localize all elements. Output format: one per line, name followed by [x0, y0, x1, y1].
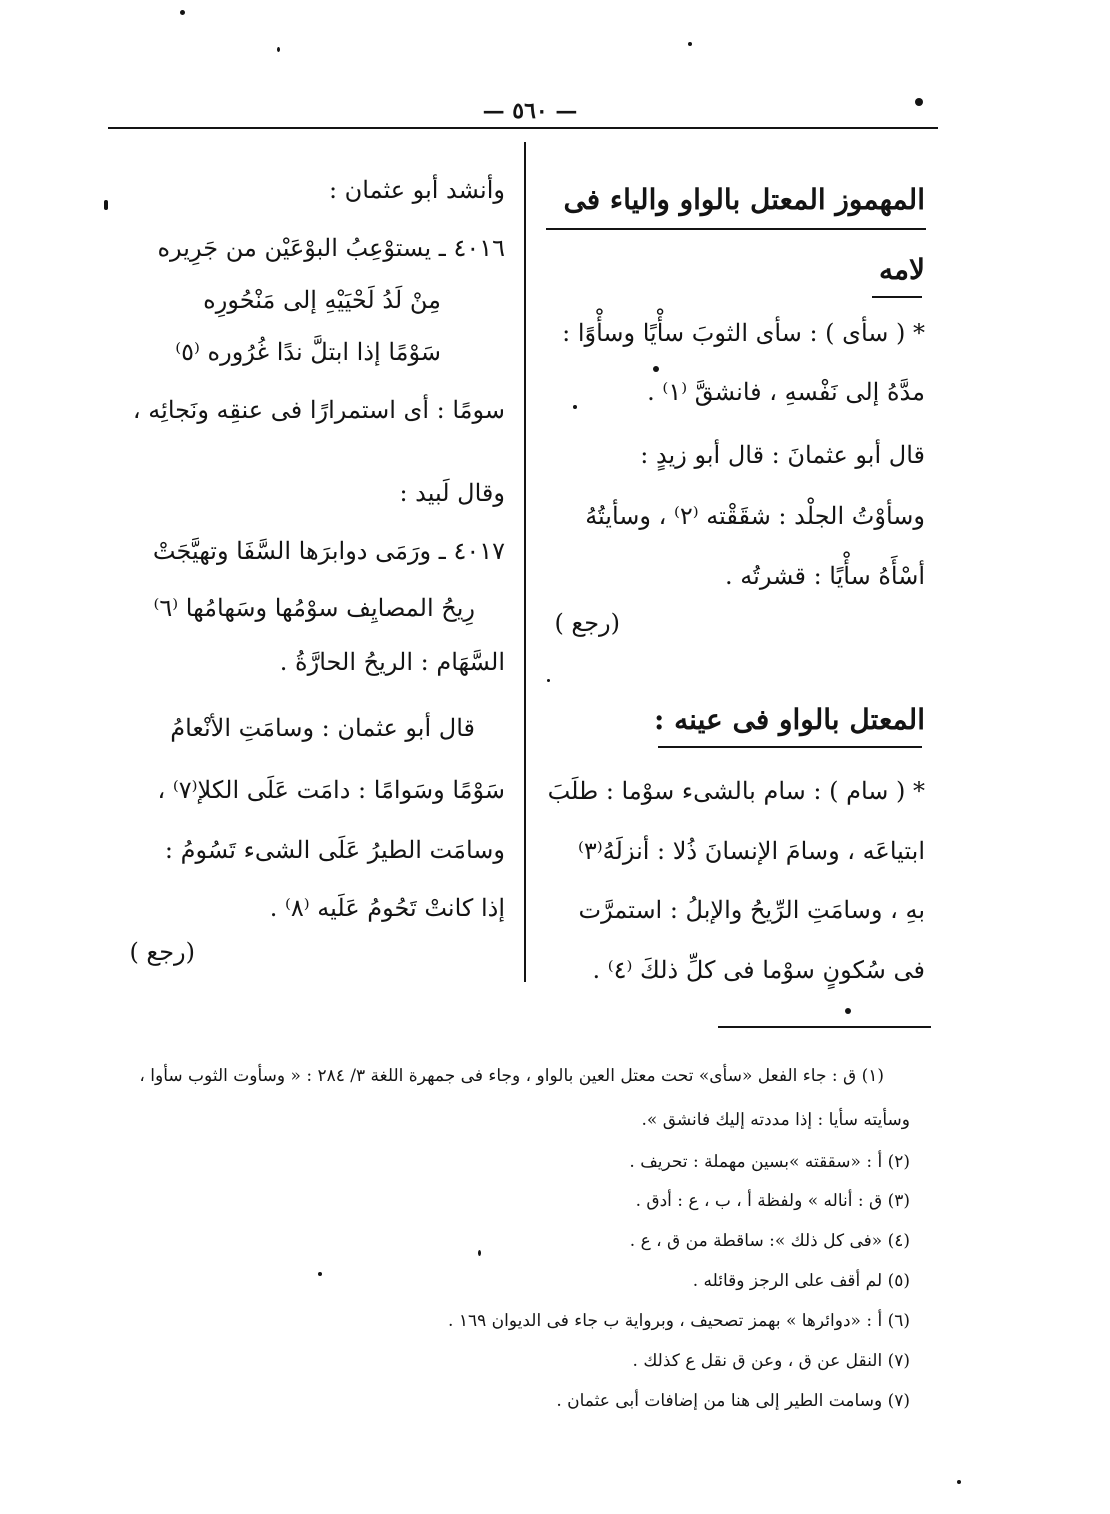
footnotes: [120, 1062, 910, 1422]
verse-line: مِنْ لَدُ لَحْيَيْهِ إلى مَنْحُورِه: [203, 286, 441, 314]
footnote: (٧) وسامت الطير إلى هنا من إضافات أبى عثمان .: [556, 1391, 910, 1411]
column-divider: [524, 142, 526, 982]
section-heading: المعتل بالواو فى عينه :: [654, 703, 925, 736]
heading-underline: [546, 228, 926, 230]
verse-line: ٤٠١٦ ـ يستوْعِبُ البوْعَيْن من جَرِيره: [157, 234, 505, 262]
text-line: * ( سام ) : سام بالشىء سوْما : طلَبَ: [547, 777, 925, 805]
text-line: وسامَت الطيرُ عَلَى الشىء تَسُومُ :: [164, 836, 505, 864]
section-heading: المهموز المعتل بالواو والياء فى: [563, 183, 925, 216]
footnote: وسأيته سأيا : إذا مددته إليك فانشق ».: [641, 1110, 910, 1130]
text-line: وسأوْتُ الجلْد : شقَقْته ⁽٢⁾ ، وسأيتُهُ: [585, 502, 925, 530]
heading-underline: [872, 296, 922, 298]
footnote: (٥) لم أقف على الرجز وقائله .: [692, 1271, 910, 1291]
verse-intro: وأنشد أبو عثمان :: [328, 176, 505, 204]
text-line: بهِ ، وسامَتِ الرِّيحُ والإبلُ : استمرَّت: [578, 896, 925, 924]
speck: [688, 42, 692, 46]
verse-line: رِيحُ المصايِف سوْمُها وسَهامُها ⁽٦⁾: [153, 594, 475, 622]
speck: [915, 98, 923, 106]
verse-line: سَوْمًا إذا ابتلَّ ندًا غُرُوره ⁽٥⁾: [175, 338, 441, 366]
cross-reference: (رجع ): [129, 938, 195, 966]
verse-line: ٤٠١٧ ـ ورَمَى دوابرَها السَّفَا وتهيَّجَتْ: [152, 537, 505, 565]
right-column: [540, 180, 925, 1010]
heading-underline: [658, 746, 922, 748]
verse-intro: وقال لَبيد :: [399, 479, 505, 507]
header-rule: [108, 127, 938, 129]
footnote: (١) ق : جاء الفعل «سأى» تحت معتل العين بالواو ، وجاء فى جمهرة اللغة ٣/ ٢٨٤ : « وسأوت الثوب سأوا ،: [139, 1066, 884, 1086]
speck: [180, 10, 185, 15]
page-number: — ٥٦٠ —: [482, 98, 578, 124]
gloss: السَّهَام : الريحُ الحارَّةُ .: [279, 648, 505, 676]
text-line: ابتياعَه ، وسامَ الإنسانَ ذُلا : أنزلَهُ⁽٣⁾: [577, 837, 925, 865]
text-line: مدَّهُ إلى نَفْسهِ ، فانشقَّ ⁽١⁾ .: [647, 378, 925, 406]
text-line: قال أبو عثمان : وسامَتِ الأنْعامُ: [170, 714, 475, 742]
gloss: سومًا : أى استمرارًا فى عنقِه ونَجائِه ،: [132, 396, 505, 424]
footnote-rule: [718, 1026, 931, 1028]
speck: [957, 1480, 961, 1484]
text-line: * ( سأى ) : سأى الثوبَ سأْيًا وسأْوًا :: [562, 319, 925, 347]
left-column: [110, 170, 505, 990]
text-line: أسْأَهُ سأْيًا : قشرتُه .: [725, 562, 925, 590]
footnote: (٤) «فى كل ذلك »: ساقطة من ق ، ع .: [629, 1231, 910, 1251]
text-line: إذا كانتْ تَحُومُ عَلَيه ⁽٨⁾ .: [269, 894, 505, 922]
footnote: (٧) النقل عن ق ، وعن ق نقل ع كذلك .: [632, 1351, 910, 1371]
footnote: (٦) أ : «دوائرها » بهمز تصحيف ، وبرواية ب جاء فى الديوان ١٦٩ .: [448, 1311, 910, 1331]
cross-reference: (رجع ): [554, 609, 620, 637]
speck: [277, 47, 280, 52]
footnote: (٣) ق : أناله » ولفظة أ ، ب ، ع : أدق .: [635, 1191, 910, 1211]
section-heading-cont: لامه: [879, 253, 925, 286]
text-line: فى سُكونٍ سوْما فى كلِّ ذلكَ ⁽٤⁾ .: [592, 956, 925, 984]
speck: [104, 200, 108, 210]
text-line: سَوْمًا وسَوامًا : دامَت عَلَى الكلإ⁽٧⁾ ،: [157, 776, 505, 804]
text-line: قال أبو عثمانَ : قال أبو زيدٍ :: [640, 441, 925, 469]
footnote: (٢) أ : «سققته »بسين مهملة : تحريف .: [629, 1152, 910, 1172]
